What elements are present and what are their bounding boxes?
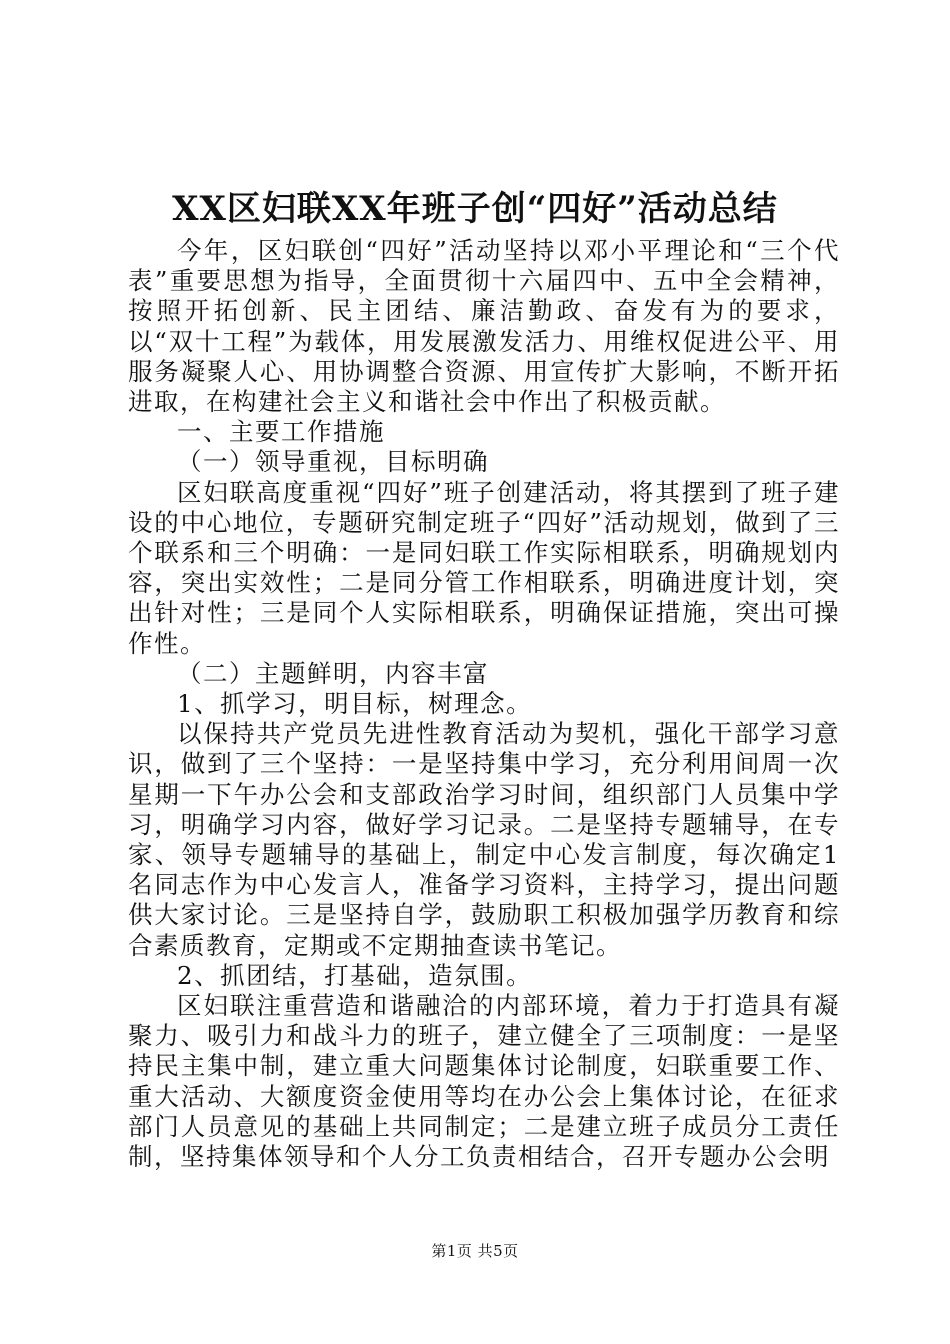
document-body [128, 236, 840, 1172]
subsection-heading-leadership: （一）领导重视，目标明确 [177, 447, 489, 477]
page-number-footer: 第1页 共5页 [431, 1242, 519, 1260]
section-heading-main-measures: 一、主要工作措施 [177, 417, 385, 447]
intro-paragraph: 今年，区妇联创“四好”活动坚持以邓小平理论和“三个代表”重要思想为指导，全面贯彻十六届四中、五中全会精神，按照开拓创新、民主团结、廉洁勤政、奋发有为的要求，以“双十工程”为载体，用发展激发活力、用维权促进公平、用服务凝聚人心、用协调整合资源、用宣传扩大影响，不断开拓进取，在构建社会主义和谐社会中作出了积极贡献。 [128, 236, 840, 417]
unity-paragraph: 区妇联注重营造和谐融洽的内部环境，着力于打造具有凝聚力、吸引力和战斗力的班子，建立健全了三项制度：一是坚持民主集中制，建立重大问题集体讨论制度，妇联重要工作、重大活动、大额度资金使用等均在办公会上集体讨论，在征求部门人员意见的基础上共同制定；二是建立班子成员分工责任制，坚持集体领导和个人分工负责相结合，召开专题办公会明 [128, 991, 840, 1172]
study-paragraph: 以保持共产党员先进性教育活动为契机，强化干部学习意识，做到了三个坚持：一是坚持集中学习，充分利用间周一次星期一下午办公会和支部政治学习时间，组织部门人员集中学习，明确学习内容，做好学习记录。二是坚持专题辅导，在专家、领导专题辅导的基础上，制定中心发言制度，每次确定1名同志作为中心发言人，准备学习资料，主持学习，提出问题供大家讨论。三是坚持自学，鼓励职工积极加强学历教育和综合素质教育，定期或不定期抽查读书笔记。 [128, 719, 840, 960]
item-heading-study: 1、抓学习，明目标，树理念。 [177, 689, 533, 719]
leadership-paragraph: 区妇联高度重视“四好”班子创建活动，将其摆到了班子建设的中心地位，专题研究制定班子“四好”活动规划，做到了三个联系和三个明确：一是同妇联工作实际相联系，明确规划内容，突出实效性；二是同分管工作相联系，明确进度计划，突出针对性；三是同个人实际相联系，明确保证措施，突出可操作性。 [128, 477, 840, 658]
document-title: XX区妇联XX年班子创“四好”活动总结 [172, 189, 778, 229]
item-heading-unity: 2、抓团结，打基础，造氛围。 [177, 960, 533, 990]
subsection-heading-theme: （二）主题鲜明，内容丰富 [177, 658, 489, 688]
